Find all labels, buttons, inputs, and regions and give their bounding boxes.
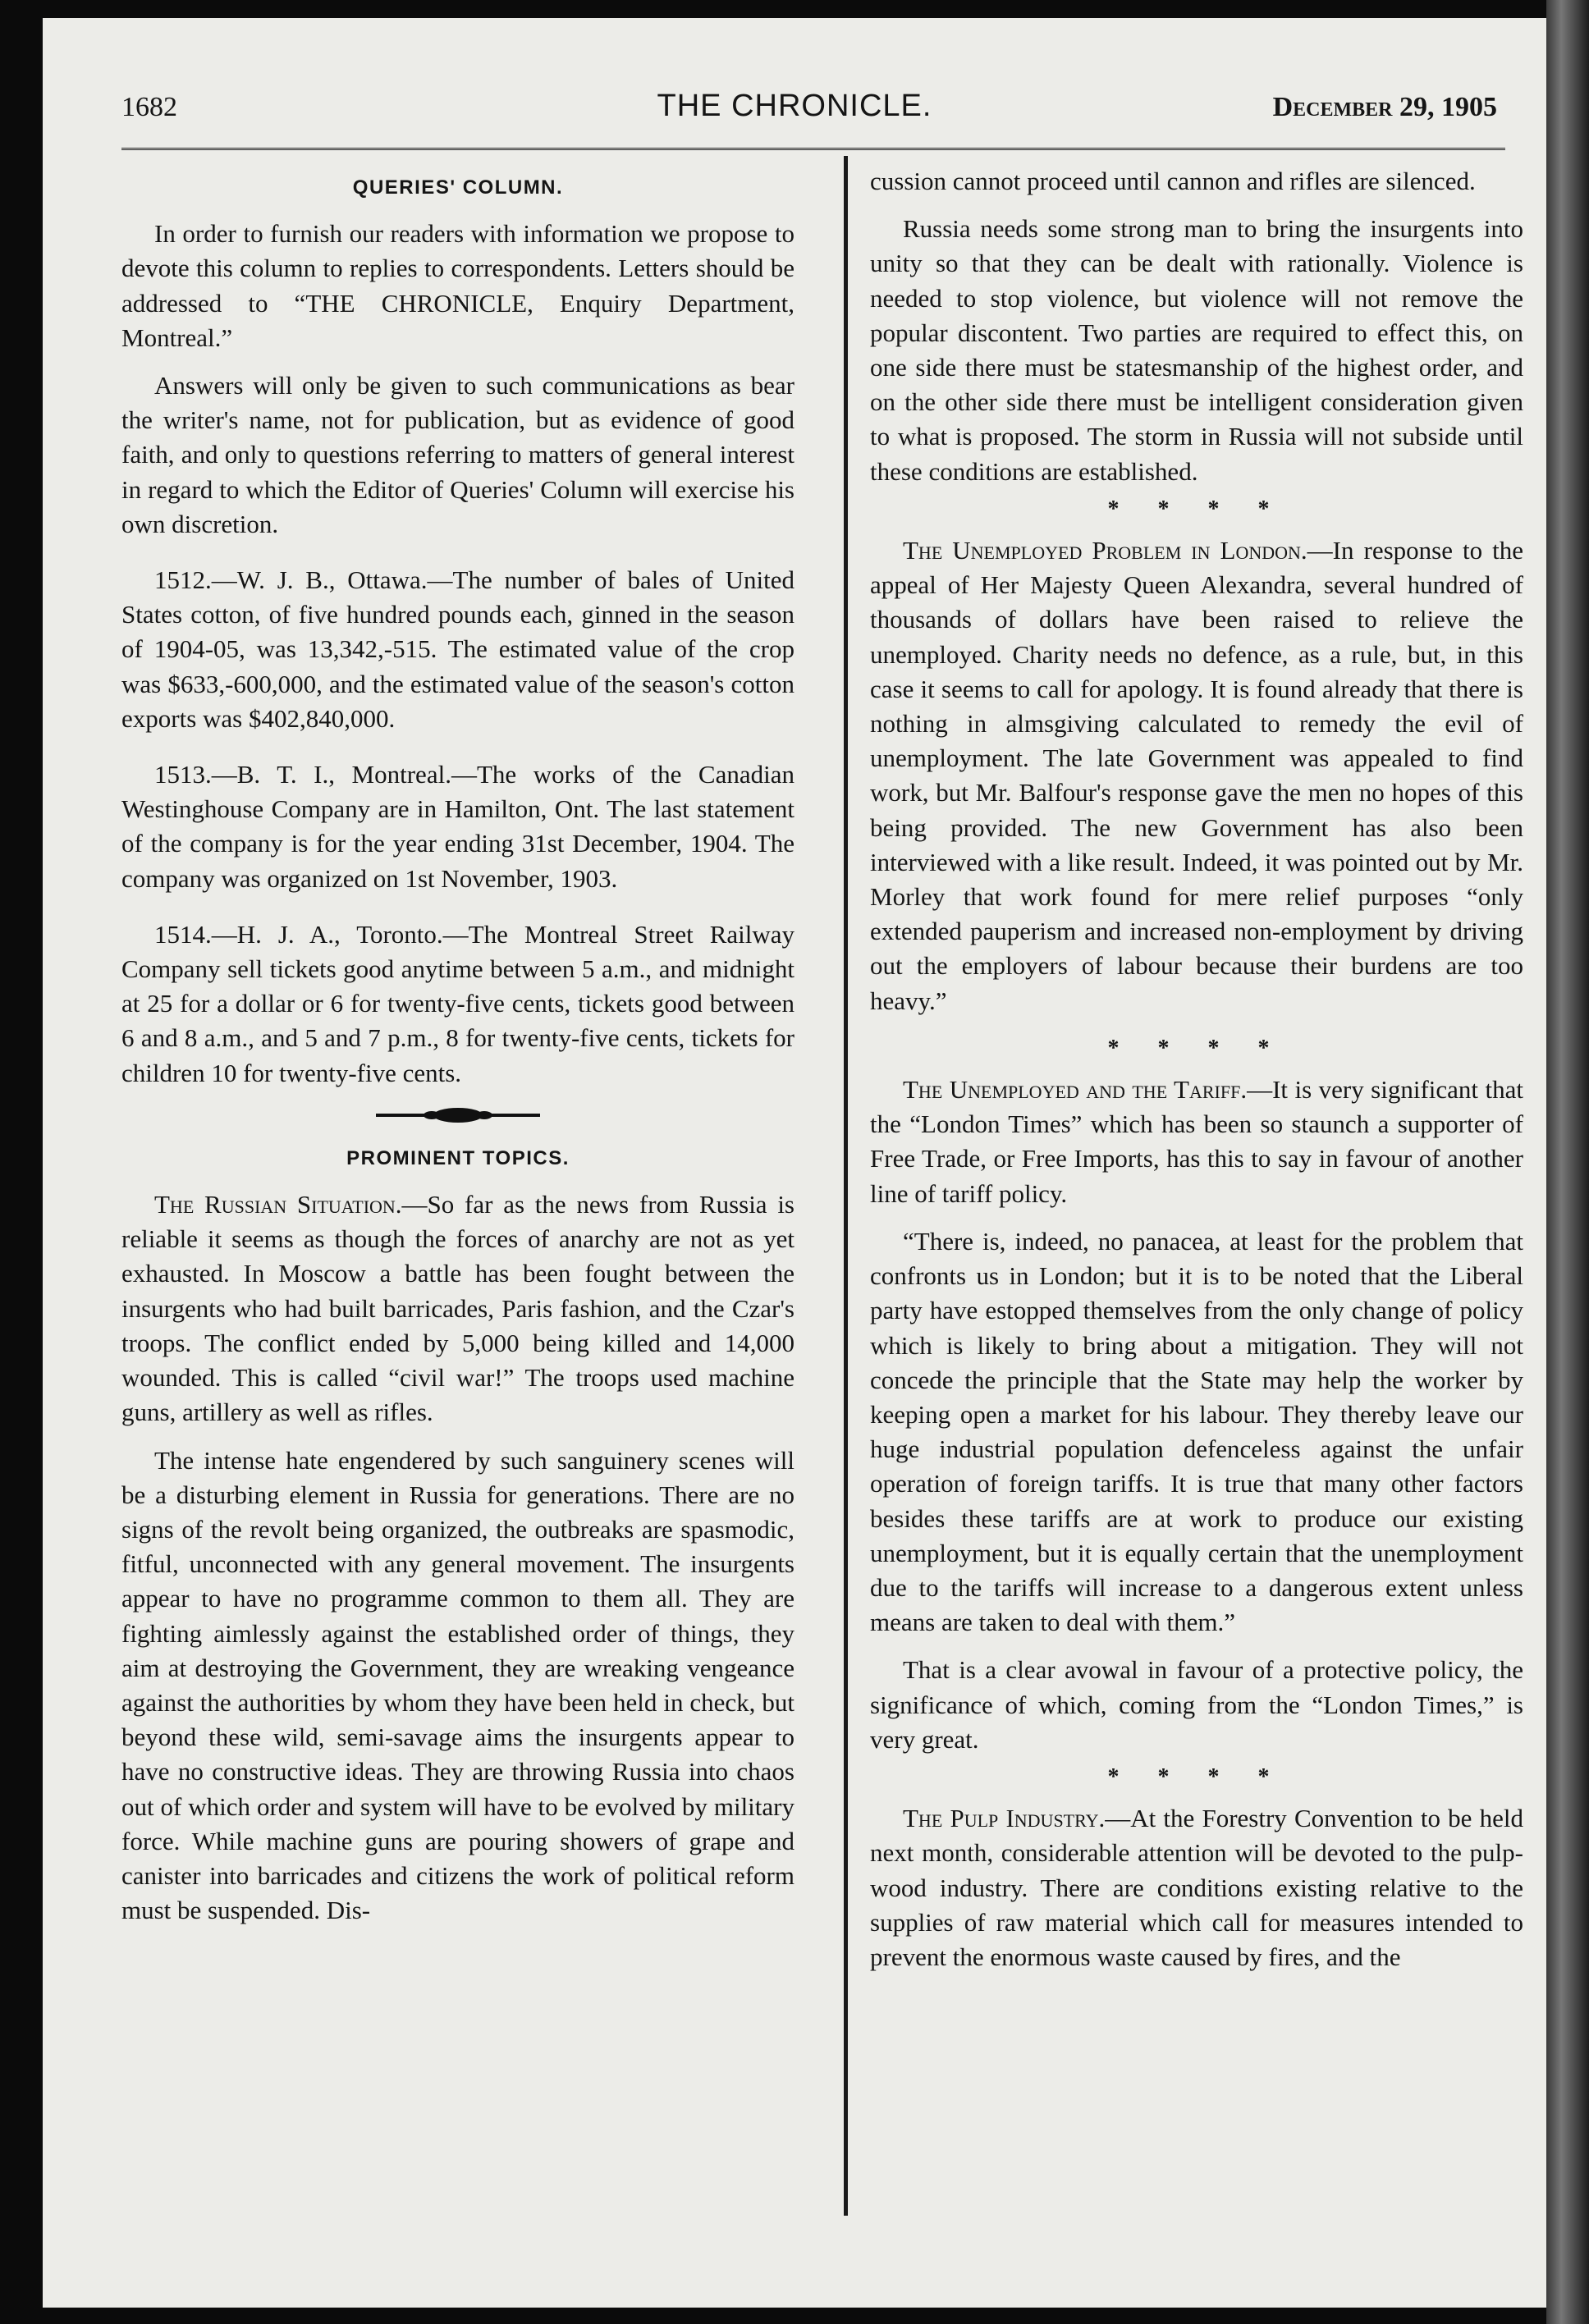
tariff-comment: That is a clear avowal in favour of a protective policy, the significance of which, coming from the “London Times,” is very great. <box>870 1655 1523 1754</box>
russian-situation-p2: The intense hate engendered by such sanguinery scenes will be a disturbing element in Russia for generations. There are no signs of the revolt being organized, the outbreaks are spasmodic, fitful, unconnected with any general movement. The insurgents appear to have no programme common to them all. They are fighting aimlessly against the established order of things, they aim at destroying the Government, they are wreaking vengeance against the authorities by whom they have been held in check, but beyond these wild, semi-savage aims the insurgents appear to have no constructive ideas. They are throwing Russia into chaos out of which order and system will have to be evolved by military force. While machine guns are pouring showers of grape and canister into barricades and citizens the work of political reform must be suspended. Dis- <box>121 1445 794 1925</box>
page-header <box>43 75 1546 133</box>
query-1514: 1514.—H. J. A., Toronto.—The Montreal Street Railway Company sell tickets good anytime between 5 a.m., and midnight at 25 for a dollar or 6 for twenty-five cents, tickets good between 6 and 8 a.m., and 5 and 7 p.m., 8 for twenty-five cents, tickets for children 10 for twenty-five cents. <box>121 919 794 1087</box>
queries-intro-1: In order to furnish our readers with information we propose to devote this column to replies to correspondents. Letters should be addressed to “THE CHRONICLE, Enquiry Department, Montreal.” <box>121 219 794 352</box>
column-divider <box>844 156 848 2216</box>
pulp-industry-p <box>870 1801 1523 1974</box>
pulp-industry-text: —At the Forestry Convention to be held next month, considerable attention will be devoted to the pulp-wood industry. There are conditions existing relative to the supplies of raw material which call for measures intended to prevent the enormous waste caused by fires, and the <box>870 1804 1523 1971</box>
unemployed-tariff-title: The Unemployed and the Tariff. <box>903 1075 1248 1105</box>
header-rule <box>121 148 1505 153</box>
issue-date: December 29, 1905 <box>1272 92 1497 122</box>
unemployed-london-text: —In response to the appeal of Her Majesty Queen Alexandra, several hundred of thousands of dollars have been raised to relieve the unemployed. Charity needs no defence, as a rule, but, in this case it seems to call for apology. It is found already that there is nothing in almsgiving calculated to remedy the evil of unemployment. The late Government was appealed to find work, but Mr. Balfour's response gave the men no hopes of this being provided. The new Government has also been interviewed with a like result. Indeed, it was pointed out by Mr. Morley that work found for mere relief purposes “only extended pauperism and increased non-employment by driving out the employers of labour because their burdens are too heavy.” <box>870 536 1523 1015</box>
section-stars: * * * * <box>1107 496 1286 522</box>
query-1513: 1513.—B. T. I., Montreal.—The works of the Canadian Westinghouse Company are in Hamilton, Ont. The last statement of the company is for the year ending 31st December, 1904. The company was organized on 1st November, 1903. <box>121 760 794 893</box>
times-quote: “There is, indeed, no panacea, at least for the problem that confronts us in London; but it is to be noted that the Liberal party have estopped themselves from the only change of policy which is likely to bring about a mitigation. They will not concede the principle that the State may help the worker by keeping open a market for his labour. They thereby leave our huge industrial population defenceless against the unfair operation of foreign tariffs. It is true that many other factors besides these tariffs are at work to produce our existing unemployment, but it is equally certain that the unemployment due to the tariffs will increase to a dangerous extent unless means are taken to deal with them.” <box>870 1226 1523 1637</box>
page-edge-shadow <box>1546 0 1589 2324</box>
unemployed-london-p <box>870 533 1523 1018</box>
queries-heading: QUERIES' COLUMN. <box>352 176 564 199</box>
unemployed-london-title: The Unemployed Problem in London. <box>903 536 1307 565</box>
russian-situation-p1 <box>121 1187 794 1430</box>
russian-situation-text: —So far as the news from Russia is reliable it seems as though the forces of anarchy are not as yet exhausted. In Moscow a battle has been fought between the insurgents who had built barricades, Paris fashion, and the Czar's troops. The conflict ended by 5,000 being killed and 14,000 wounded. This is called “civil war!” The troops used machine guns, artillery as well as rifles. <box>121 1190 794 1427</box>
pulp-industry-title: The Pulp Industry. <box>903 1804 1106 1833</box>
queries-intro-2: Answers will only be given to such communications as bear the writer's name, not for publication, but as evidence of good faith, and only to questions referring to matters of general interest in regard to which the Editor of Queries' Column will exercise his own discretion. <box>121 371 794 538</box>
section-stars: * * * * <box>1107 1764 1286 1790</box>
topics-heading: PROMINENT TOPICS. <box>346 1146 570 1169</box>
unemployed-tariff-text: —It is very significant that the “London Times” which has been so staunch a supporter of Free Trade, or Free Imports, has this to say in favour of another line of tariff policy. <box>870 1075 1523 1208</box>
newspaper-page <box>43 18 1546 2308</box>
section-ornament <box>368 1105 548 1125</box>
query-1512: 1512.—W. J. B., Ottawa.—The number of bales of United States cotton, of five hundred pounds each, ginned in the season of 1904-05, was 13,342,-515. The estimated value of the crop was $633,-600,000, and the estimated value of the season's cotton exports was $402,840,000. <box>121 565 794 733</box>
section-stars: * * * * <box>1107 1035 1286 1061</box>
right-column <box>870 164 1523 1988</box>
russian-continued-2: Russia needs some strong man to bring the insurgents into unity so that they can be dealt with rationally. Violence is needed to stop violence, but violence will not remove the popular discontent. Two parties are required to effect this, on one side there must be statesmanship of the highest order, and on the other side there must be intelligent consideration given to what is proposed. The storm in Russia will not subside until these conditions are established. <box>870 214 1523 486</box>
russian-continued-1: cussion cannot proceed until cannon and rifles are silenced. <box>870 167 1476 195</box>
unemployed-tariff-p <box>870 1073 1523 1211</box>
russian-situation-title: The Russian Situation. <box>154 1190 402 1219</box>
left-column <box>121 164 794 1941</box>
publication-title: THE CHRONICLE. <box>657 89 932 123</box>
page-number: 1682 <box>121 92 177 122</box>
